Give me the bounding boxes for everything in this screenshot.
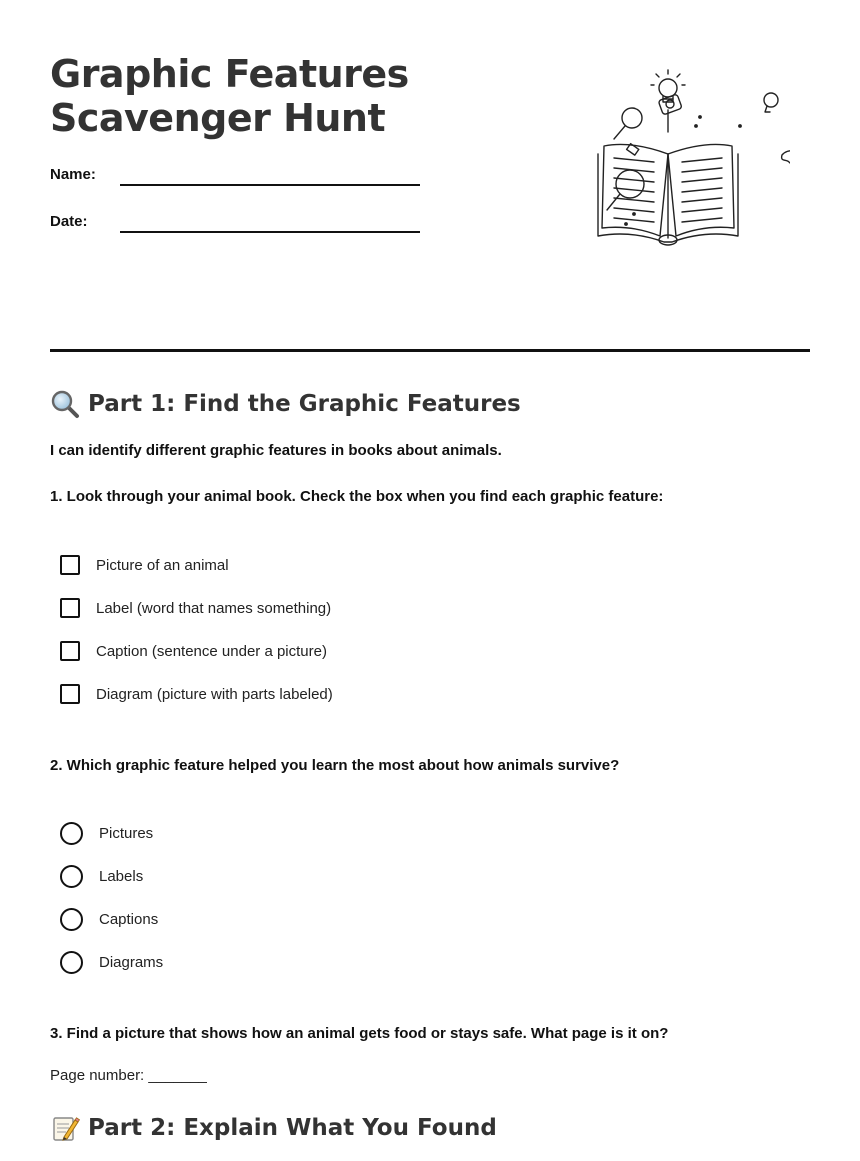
q1-option-label: Label (word that names something) bbox=[96, 599, 332, 617]
q1-option[interactable] bbox=[60, 552, 229, 578]
name-field[interactable] bbox=[50, 166, 420, 196]
checkbox[interactable] bbox=[60, 684, 80, 704]
checkbox[interactable] bbox=[60, 641, 80, 661]
title-line-1: Graphic Features bbox=[50, 52, 409, 96]
q2-option-label: Pictures bbox=[99, 824, 154, 842]
q1-option-label: Caption (sentence under a picture) bbox=[96, 642, 327, 660]
radio-button[interactable] bbox=[60, 822, 83, 845]
radio-button[interactable] bbox=[60, 865, 83, 888]
open-book-illustration bbox=[550, 66, 790, 250]
part2-heading-text: Part 2: Explain What You Found bbox=[88, 1115, 497, 1141]
q1-option[interactable] bbox=[60, 638, 327, 664]
date-line[interactable] bbox=[120, 231, 420, 233]
date-field[interactable] bbox=[50, 213, 420, 243]
q2-option[interactable] bbox=[60, 820, 153, 846]
objective-text: I can identify different graphic features in books about animals. bbox=[50, 442, 502, 459]
part1-heading-text: Part 1: Find the Graphic Features bbox=[88, 391, 521, 417]
magnifying-glass-icon bbox=[50, 389, 80, 419]
worksheet-page bbox=[50, 0, 810, 1161]
q2-option-label: Labels bbox=[99, 867, 144, 885]
radio-button[interactable] bbox=[60, 951, 83, 974]
q1-option-label: Diagram (picture with parts labeled) bbox=[96, 685, 333, 703]
magnifier-small-icon bbox=[614, 108, 642, 139]
q2-option[interactable] bbox=[60, 863, 143, 889]
q1-option[interactable] bbox=[60, 595, 331, 621]
radio-button[interactable] bbox=[60, 908, 83, 931]
date-label: Date: bbox=[50, 213, 88, 230]
question-2: 2. Which graphic feature helped you learn the most about how animals survive? bbox=[50, 757, 620, 774]
camera-icon bbox=[658, 94, 682, 115]
q1-option[interactable] bbox=[60, 681, 333, 707]
q1-option-label: Picture of an animal bbox=[96, 556, 229, 574]
small-bulb-icon bbox=[764, 93, 778, 112]
question-3: 3. Find a picture that shows how an animal gets food or stays safe. What page is it on? bbox=[50, 1025, 669, 1042]
name-line[interactable] bbox=[120, 184, 420, 186]
section-divider bbox=[50, 349, 810, 352]
part2-heading bbox=[50, 1113, 497, 1143]
q2-option-label: Diagrams bbox=[99, 953, 164, 971]
checkbox[interactable] bbox=[60, 598, 80, 618]
part1-heading bbox=[50, 389, 521, 419]
checkbox[interactable] bbox=[60, 555, 80, 575]
page-number-line[interactable]: Page number: _______ bbox=[50, 1067, 207, 1084]
question-1: 1. Look through your animal book. Check the box when you find each graphic feature: bbox=[50, 488, 664, 505]
name-label: Name: bbox=[50, 166, 96, 183]
q2-option[interactable] bbox=[60, 906, 158, 932]
worksheet-title bbox=[50, 52, 409, 140]
palette-icon bbox=[782, 151, 790, 164]
memo-icon bbox=[50, 1113, 80, 1143]
q2-option-label: Captions bbox=[99, 910, 159, 928]
title-line-2: Scavenger Hunt bbox=[50, 96, 386, 140]
q2-option[interactable] bbox=[60, 949, 163, 975]
